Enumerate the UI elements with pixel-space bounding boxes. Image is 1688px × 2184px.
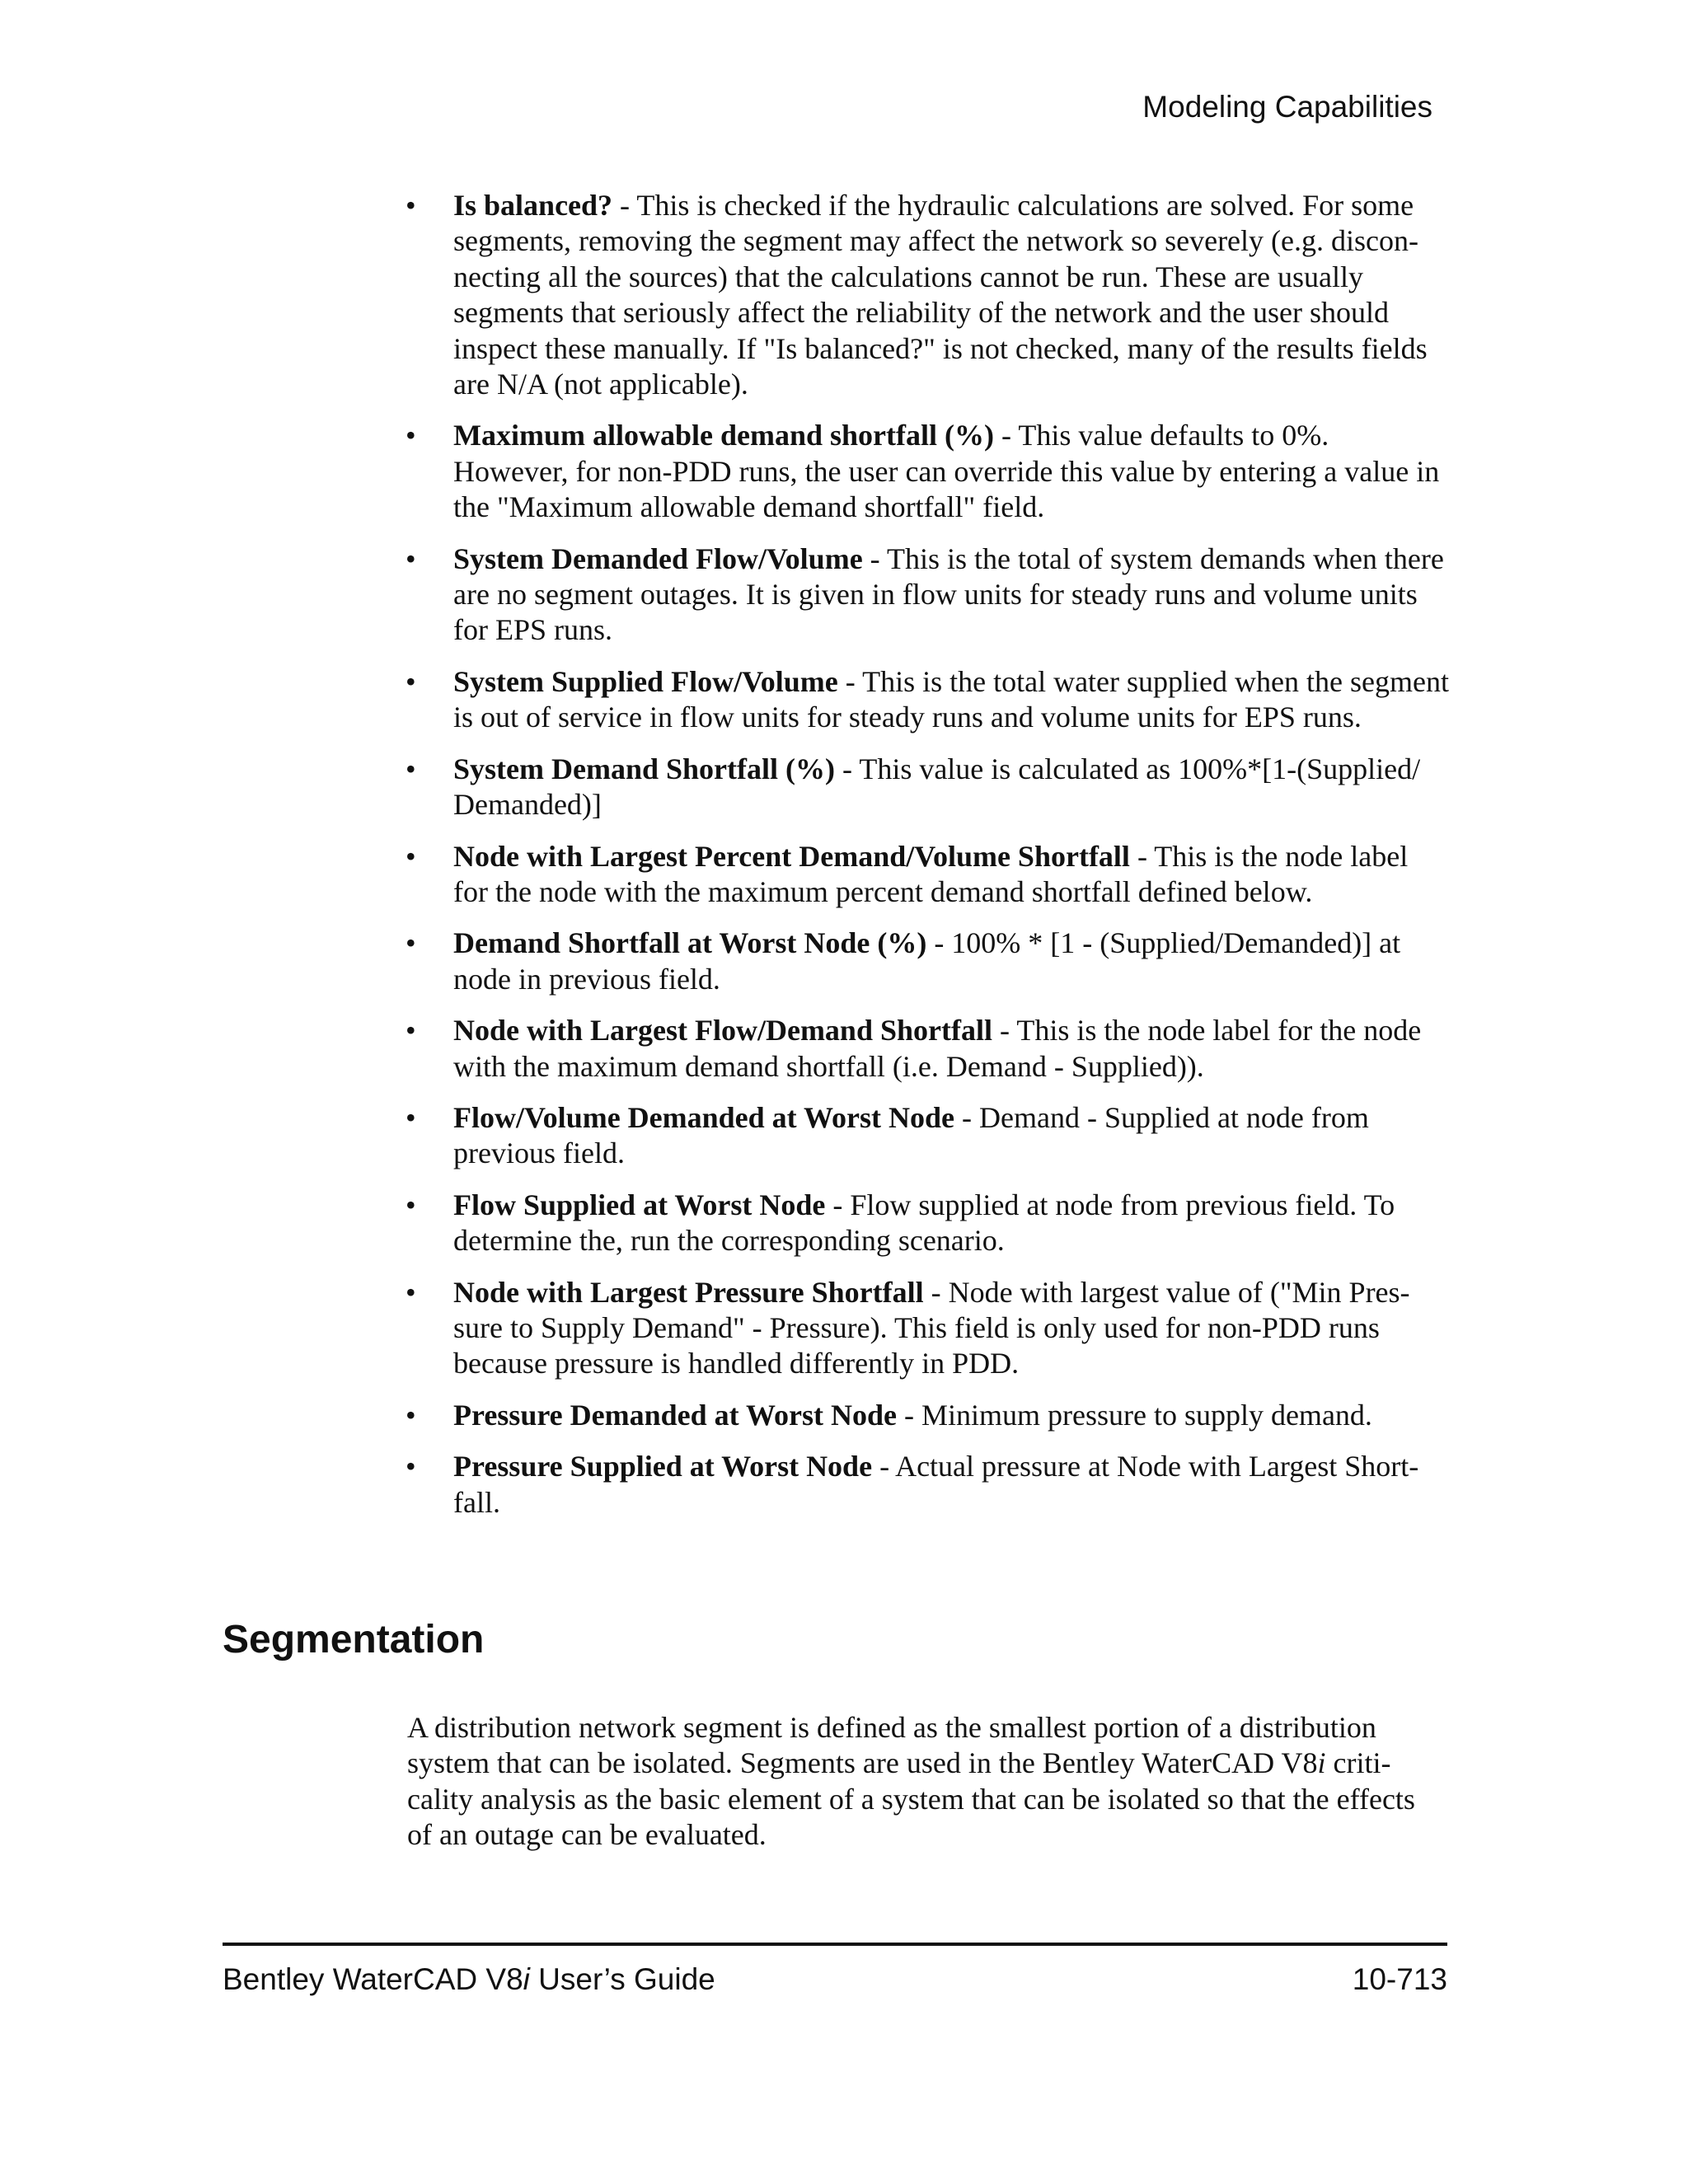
bullet-icon: •: [406, 664, 416, 698]
field-description: - This value defaults to 0%. However, for non-PDD runs, the user can override this value by entering a value in the "Maximum allowable demand shortfall" field.: [453, 419, 1440, 524]
field-term: Maximum allowable demand shortfall (%): [453, 419, 994, 452]
list-item-system-demanded-flow: [402, 541, 1449, 649]
field-term: Node with Largest Pressure Shortfall: [453, 1275, 924, 1309]
section-paragraph: [407, 1710, 1446, 1854]
field-description: - This is the node label for the node with the maximum percent demand shortfall defined below.: [453, 839, 1409, 908]
list-item-system-demand-shortfall: [402, 752, 1449, 823]
footer-guide-prefix: Bentley WaterCAD V8: [223, 1962, 523, 1996]
bullet-icon: •: [406, 1398, 416, 1432]
list-item-max-allowable-demand-shortfall: [402, 418, 1449, 525]
bullet-icon: •: [406, 1450, 416, 1483]
paragraph-text: A distribution network segment is defined as the smallest portion of a distribution system that can be isolated. Segments are used in the Bentley WaterCAD V8: [407, 1711, 1376, 1780]
list-item-flow-supplied-worst-node: [402, 1188, 1449, 1259]
field-term: Node with Largest Flow/Demand Shortfall: [453, 1014, 992, 1047]
field-description: - 100% * [1 - (Supplied/Demanded)] at node in previous field.: [453, 926, 1401, 996]
running-header: Modeling Capabilities: [1142, 90, 1432, 124]
footer-guide-italic: i: [523, 1962, 530, 1996]
field-description: - This is the total water supplied when the segment is out of service in flow units for steady runs and volume units for EPS runs.: [453, 664, 1449, 734]
field-term: Node with Largest Percent Demand/Volume Shortfall: [453, 839, 1130, 873]
list-item-demand-shortfall-worst-node: [402, 926, 1449, 997]
field-description: - This is the total of system demands when there are no segment outages. It is given in flow units for steady runs and volume units for EPS runs.: [453, 541, 1444, 647]
paragraph-text-continued: criticality analysis as the basic element of a system that can be isolated so that the effects of an outage can be evaluated.: [407, 1746, 1415, 1852]
field-description: - This is checked if the hydraulic calculations are solved. For some segments, removing the segment may affect the network so severely (e.g. disconnecting all the sources) that the calculations cannot be run. These are usually segments that seriously affect the reliability of the network and the user should inspect these manually. If "Is balanced?" is not checked, many of the results fields are N/A (not applicable).: [453, 189, 1428, 401]
bullet-icon: •: [406, 1014, 416, 1047]
footer-guide-title: [223, 1961, 715, 1998]
field-term: System Demanded Flow/Volume: [453, 541, 863, 575]
field-description: - Actual pressure at Node with Largest Shortfall.: [453, 1450, 1419, 1519]
footer-page-number: 10-713: [1352, 1962, 1447, 1996]
bullet-icon: •: [406, 926, 416, 960]
bullet-icon: •: [406, 419, 416, 452]
bullet-icon: •: [406, 1100, 416, 1134]
paragraph-italic-text: i: [1317, 1746, 1326, 1780]
bullet-icon: •: [406, 189, 416, 222]
list-item-node-largest-flow-shortfall: [402, 1013, 1449, 1085]
list-item-flow-demanded-worst-node: [402, 1100, 1449, 1172]
field-description: - Node with largest value of ("Min Pressure to Supply Demand" - Pressure). This field is only used for non-PDD runs because pressure is handled differently in PDD.: [453, 1275, 1410, 1380]
field-description: - Flow supplied at node from previous field. To determine the, run the corresponding scenario.: [453, 1188, 1395, 1258]
field-term: Flow/Volume Demanded at Worst Node: [453, 1100, 955, 1134]
bullet-icon: •: [406, 541, 416, 575]
field-term: Pressure Supplied at Worst Node: [453, 1450, 873, 1483]
list-item-node-largest-percent-shortfall: [402, 839, 1449, 911]
bullet-icon: •: [406, 1275, 416, 1309]
field-description: - This value is calculated as 100%*[1-(Supplied/​Demanded)]: [453, 752, 1421, 822]
results-field-list: [402, 188, 1449, 1536]
list-item-system-supplied-flow: [402, 664, 1449, 736]
bullet-icon: •: [406, 752, 416, 785]
list-item-pressure-demanded-worst-node: [402, 1398, 1449, 1433]
field-term: Pressure Demanded at Worst Node: [453, 1398, 897, 1432]
bullet-icon: •: [406, 839, 416, 873]
field-term: System Demand Shortfall (%): [453, 752, 835, 785]
list-item-node-largest-pressure-shortfall: [402, 1275, 1449, 1382]
field-description: - Demand - Supplied at node from previous field.: [453, 1100, 1369, 1170]
footer-guide-suffix: User’s Guide: [529, 1962, 715, 1996]
field-description: - This is the node label for the node with the maximum demand shortfall (i.e. Demand - Supplied)).: [453, 1014, 1422, 1083]
field-description: - Minimum pressure to supply demand.: [896, 1398, 1372, 1432]
list-item-pressure-supplied-worst-node: [402, 1449, 1449, 1521]
field-term: Demand Shortfall at Worst Node (%): [453, 926, 927, 960]
footer-divider: [223, 1943, 1447, 1946]
list-item-is-balanced: [402, 188, 1449, 402]
field-term: Is balanced?: [453, 189, 613, 222]
field-term: System Supplied Flow/Volume: [453, 664, 838, 698]
field-term: Flow Supplied at Worst Node: [453, 1188, 826, 1221]
section-heading: Segmentation: [223, 1618, 485, 1661]
bullet-icon: •: [406, 1188, 416, 1221]
